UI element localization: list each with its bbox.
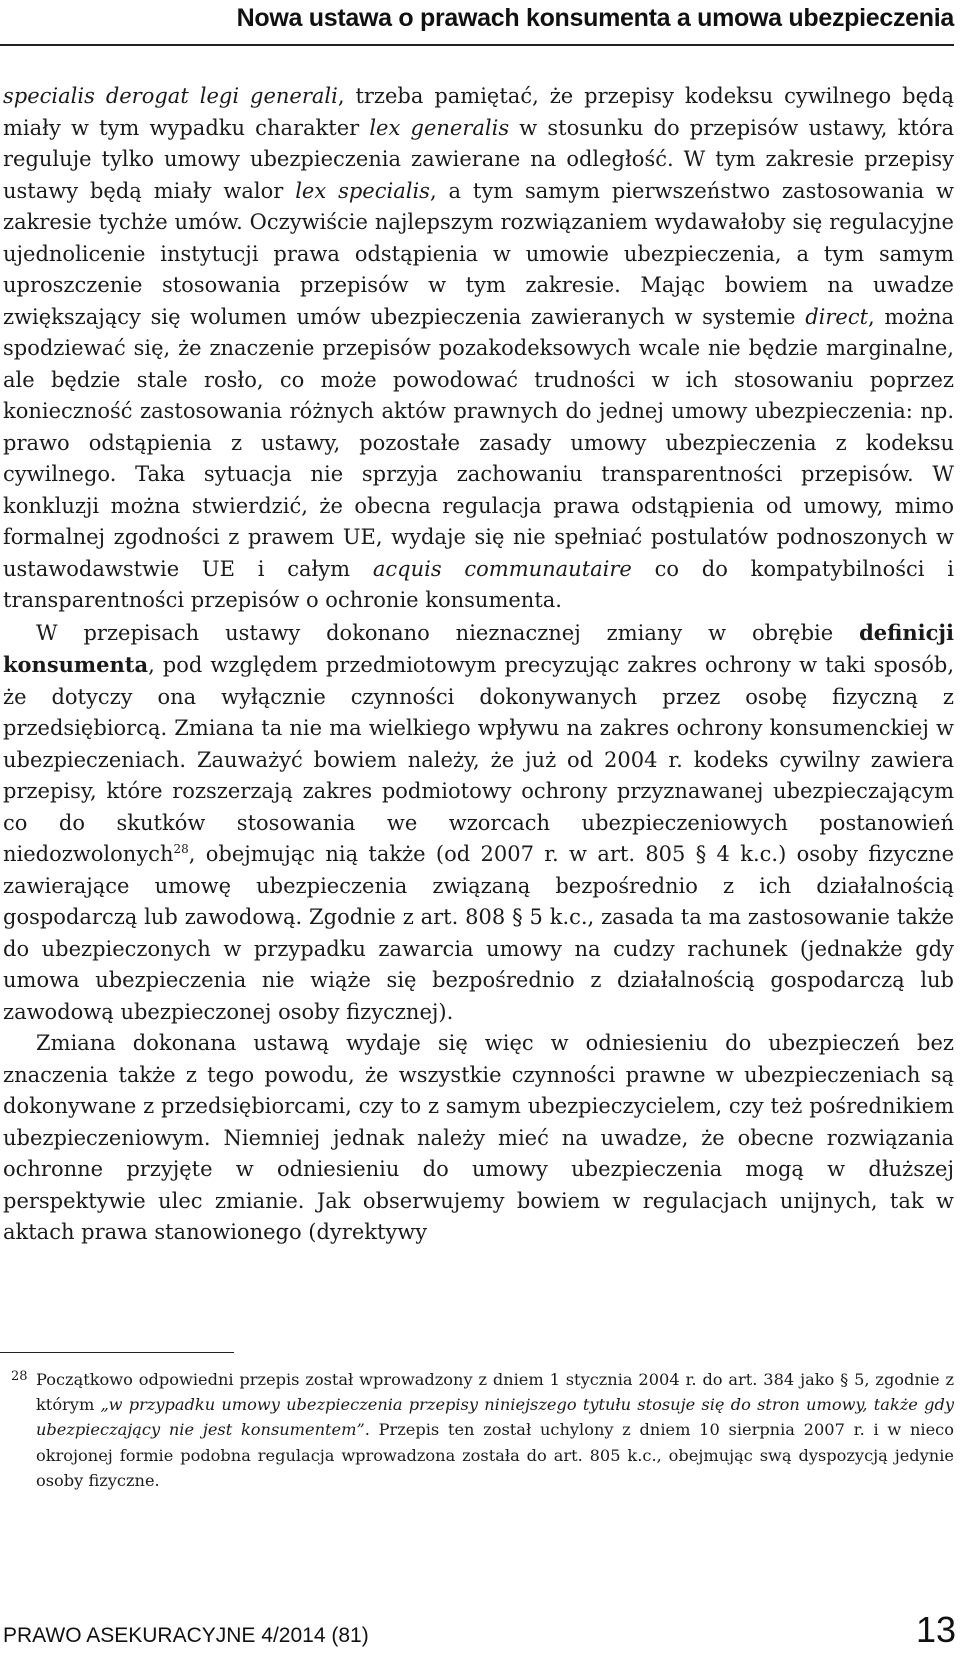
text-run: Początkowo odpowiedni przepis został wprowadzony z dniem 1 stycznia 2004 r. do art. 384 jako § 5, zgodnie z którym (36, 1370, 954, 1415)
italic-text: acquis communautaire (372, 556, 632, 581)
text-run: , obejmując nią także (od 2007 r. w art. 805 § 4 k.c.) osoby fizyczne zawierające umowę ubezpieczenia związaną bezpośrednio z ich działalnością gospodarczą lub zawodową. Zgodnie z art. 808 § 5 k.c., zasada ta ma zastosowanie także do ubezpieczonych w przypadku zawarcia umowy na cudzy rachunek (jednakże gdy umowa ubezpieczenia nie wiąże się bezpośrednio z działalnością gospodarczą lub zawodową ubezpieczonej osoby fizycznej). (3, 842, 954, 1024)
footer-journal-title: PRAWO ASEKURACYJNE 4/2014 (81) (3, 1624, 369, 1647)
italic-text: direct (805, 304, 869, 329)
footnote (3, 1367, 954, 1493)
text-run: w stosunku do przepisów ustawy, która reguluje tylko umowy ubezpieczenia zawierane na odległość. W tym zakresie przepisy ustawy będą miały walor (3, 115, 954, 203)
text-run: , pod względem przedmiotowym precyzując zakres ochrony w taki sposób, że dotyczy ona wyłącznie czynności dokonywanych przez osobę fizyczną z przedsiębiorcą. Zmiana ta nie ma wielkiego wpływu na zakres ochrony konsumenckiej w ubezpieczeniach. Zauważyć bowiem należy, że już od 2004 r. kodeks cywilny zawiera przepisy, które rozszerzają zakres podmiotowy ochrony przyznawanej ubezpieczającym co do skutków stosowania we wzorcach ubezpieczeniowych postanowień niedozwolonych (3, 653, 954, 866)
paragraph (3, 81, 954, 617)
footnote-text (36, 1367, 954, 1493)
paragraph (3, 1028, 954, 1249)
text-run: W przepisach ustawy dokonano nieznacznej zmiany w obrębie (36, 620, 860, 645)
footnote-rule (0, 1352, 234, 1353)
text-run: , trzeba pamiętać, że przepisy kodeksu cywilnego będą miały w tym wypadku charakter (3, 84, 954, 140)
header-rule (0, 44, 954, 46)
text-run: Zmiana dokonana ustawą wydaje się więc w odniesieniu do ubezpieczeń bez znaczenia także z tego powodu, że wszystkie czynności prawne w ubezpieczeniach są dokonywane z przedsiębiorcami, czy to z samym ubezpieczycielem, czy też pośrednikiem ubezpieczeniowym. Niemniej jednak należy mieć na uwadze, że obecne rozwiązania ochronne przyjęte w odniesieniu do umowy ubezpieczenia mogą w dłuższej perspektywie ulec zmianie. Jak obserwujemy bowiem w regulacjach unijnych, tak w aktach prawa stanowionego (dyrektywy (3, 1031, 954, 1244)
italic-text: specialis derogat legi generali (3, 84, 338, 108)
article-body (3, 81, 954, 1249)
italic-text: „w przypadku umowy ubezpieczenia przepisy niniejszego tytułu stosuje się do stron umowy, także gdy ubezpieczający nie jest konsumentem” (36, 1395, 954, 1440)
italic-text: lex generalis (369, 115, 510, 140)
footnote-reference: 28 (173, 842, 189, 856)
running-header-title: Nowa ustawa o prawach konsumenta a umowa ubezpieczenia (236, 4, 954, 32)
text-run: , a tym samym pierwszeństwo zastosowania w zakresie tychże umów. Oczywiście najlepszym rozwiązaniem wydawałoby się regulacyjne ujednolicenie instytucji prawa odstąpienia w umowie ubezpieczenia, a tym samym uproszczenie stosowania przepisów w tym zakresie. Mając bowiem na uwadze zwiększający się wolumen umów ubezpieczenia zawieranych w systemie (3, 178, 954, 329)
text-run: co do kompatybilności i transparentności przepisów o ochronie konsumenta. (3, 556, 954, 612)
text-run: . Przepis ten został uchylony z dniem 10 sierpnia 2007 r. i w nieco okrojonej formie podobna regulacja wprowadzona została do art. 805 k.c., obejmując swą dyspozycją jedynie osoby fizyczne. (36, 1420, 954, 1490)
footnote-number: 28 (11, 1369, 28, 1384)
italic-text: lex specialis (295, 178, 430, 203)
paragraph (3, 617, 954, 1029)
running-header (0, 0, 960, 56)
bold-term: definicji konsumenta (3, 619, 954, 677)
page-number: 13 (915, 1609, 956, 1650)
text-run: , można spodziewać się, że znaczenie przepisów pozakodeksowych wcale nie będzie marginalne, ale będzie stale rosło, co może powodować trudności w ich stosowaniu poprzez konieczność zastosowania różnych aktów prawnych do jednej umowy ubezpieczenia: np. prawo odstąpienia z ustawy, pozostałe zasady umowy ubezpieczenia z kodeksu cywilnego. Taka sytuacja nie sprzyja zachowaniu transparentności przepisów. W konkluzji można stwierdzić, że obecna regulacja prawa odstąpienia od umowy, mimo formalnej zgodności z prawem UE, wydaje się nie spełniać postulatów podnoszonych w ustawodawstwie UE i całym (3, 304, 955, 581)
